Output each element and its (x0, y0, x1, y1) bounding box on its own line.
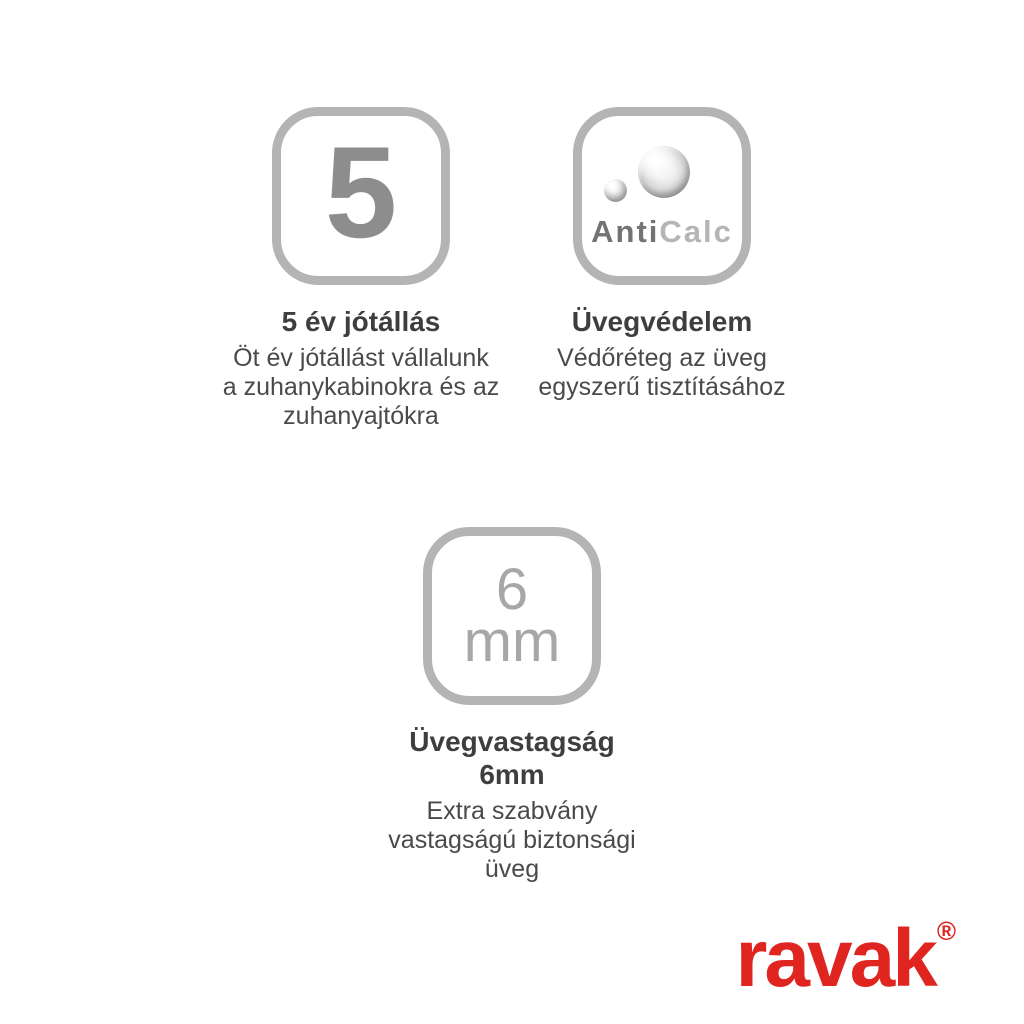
glass-protection-description-line: Védőréteg az üveg (557, 344, 767, 372)
glass-thickness-title-line: 6mm (479, 759, 545, 790)
glass-protection-description (482, 344, 842, 402)
five-year-warranty-icon (272, 107, 450, 285)
bubble-large-icon (638, 146, 690, 198)
glass-thickness-icon-text (463, 557, 561, 674)
warranty-title: 5 év jótállás (281, 306, 441, 337)
ravak-logo (735, 913, 956, 1004)
anticalc-wordmark (582, 216, 742, 247)
glass-protection-description-line: egyszerű tisztításához (538, 373, 786, 401)
bubble-small-icon (604, 179, 627, 202)
glass-thickness-title-line: Üvegvastagság (409, 726, 615, 757)
anticalc-word-calc: Calc (659, 214, 733, 249)
warranty-description-line: zuhanyajtókra (283, 402, 439, 430)
glass-thickness-icon (423, 527, 601, 705)
glass-protection-title: Üvegvédelem (571, 306, 753, 337)
warranty-number-glyph: 5 (324, 119, 398, 265)
glass-thickness-description-line: vastagságú biztonsági (388, 826, 636, 854)
feature-glass-protection (482, 107, 842, 402)
ravak-logo-text: ravak (735, 913, 935, 1004)
glass-thickness-title (332, 725, 692, 791)
thickness-unit: mm (463, 609, 561, 674)
glass-thickness-description-line: üveg (484, 855, 540, 883)
glass-thickness-description (332, 797, 692, 884)
warranty-description-line: Öt év jótállást vállalunk (233, 344, 489, 372)
warranty-description-line: a zuhanykabinokra és az (222, 373, 500, 401)
registered-trademark-icon: ® (936, 916, 956, 946)
feature-glass-thickness (332, 527, 692, 884)
glass-thickness-description-line: Extra szabvány (426, 797, 598, 825)
thickness-value: 6 (495, 557, 529, 622)
anticalc-bubbles-icon (573, 107, 751, 285)
anticalc-word-anti: Anti (591, 214, 660, 249)
